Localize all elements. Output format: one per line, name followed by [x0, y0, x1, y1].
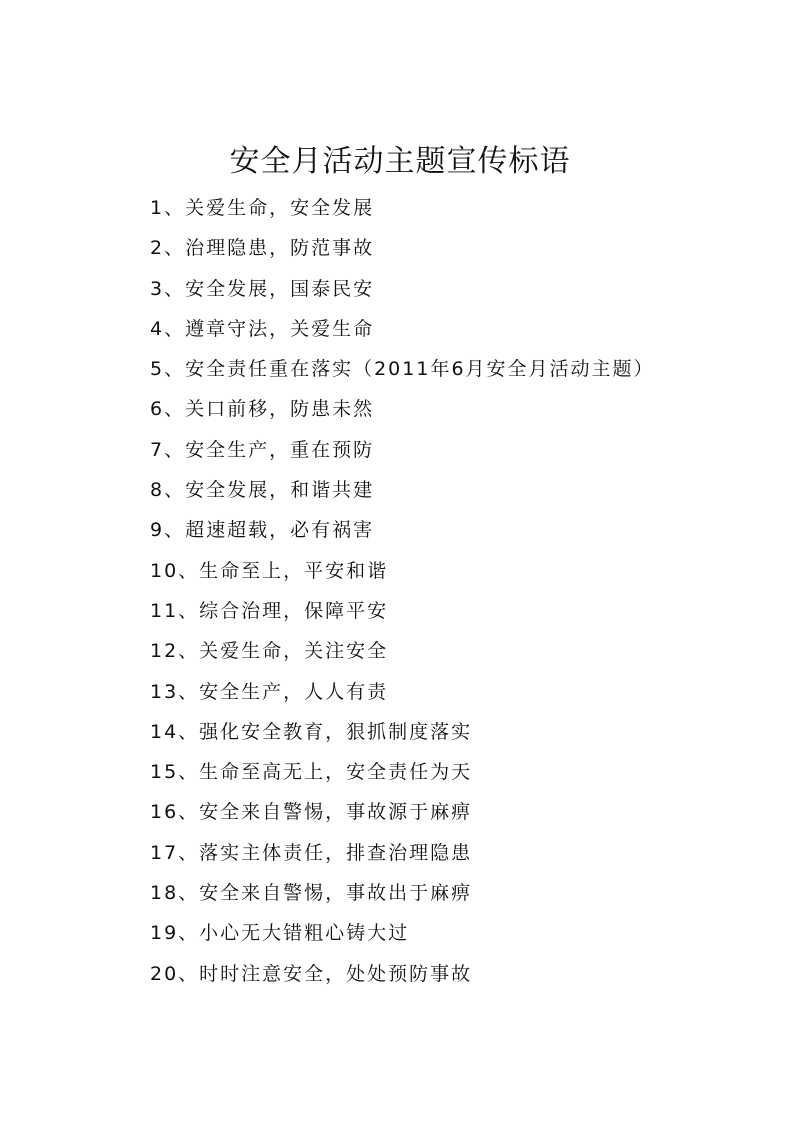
slogan-item: 19、小心无大错粗心铸大过: [150, 922, 410, 945]
slogan-item: 3、安全发展，国泰民安: [150, 277, 375, 300]
slogan-item: 15、生命至高无上，安全责任为天: [150, 761, 473, 784]
slogan-item: 20、时时注意安全，处处预防事故: [150, 962, 473, 985]
slogan-item: 10、生命至上，平安和谐: [150, 559, 389, 582]
slogan-item: 9、超速超载，必有祸害: [150, 519, 375, 542]
slogan-item: 11、综合治理，保障平安: [150, 599, 389, 622]
slogan-item: 17、落实主体责任，排查治理隐患: [150, 841, 473, 864]
document-title: 安全月活动主题宣传标语: [229, 144, 571, 179]
slogan-item: 6、关口前移，防患未然: [150, 398, 375, 421]
slogan-list: [150, 188, 750, 994]
slogan-item: 4、遵章守法，关爱生命: [150, 317, 375, 340]
slogan-item: 2、治理隐患，防范事故: [150, 237, 375, 260]
slogan-item: 8、安全发展，和谐共建: [150, 479, 375, 502]
slogan-item: 7、安全生产，重在预防: [150, 438, 375, 461]
slogan-item: 14、强化安全教育，狠抓制度落实: [150, 720, 473, 743]
slogan-item: 13、安全生产，人人有责: [150, 680, 389, 703]
slogan-item: 1、关爱生命，安全发展: [150, 197, 375, 219]
slogan-item: 18、安全来自警惕，事故出于麻痹: [150, 882, 473, 905]
slogan-item: 12、关爱生命，关注安全: [150, 640, 389, 663]
slogan-item: 16、安全来自警惕，事故源于麻痹: [150, 801, 473, 824]
slogan-item: 5、安全责任重在落实（2011年6月安全月活动主题）: [150, 358, 655, 381]
